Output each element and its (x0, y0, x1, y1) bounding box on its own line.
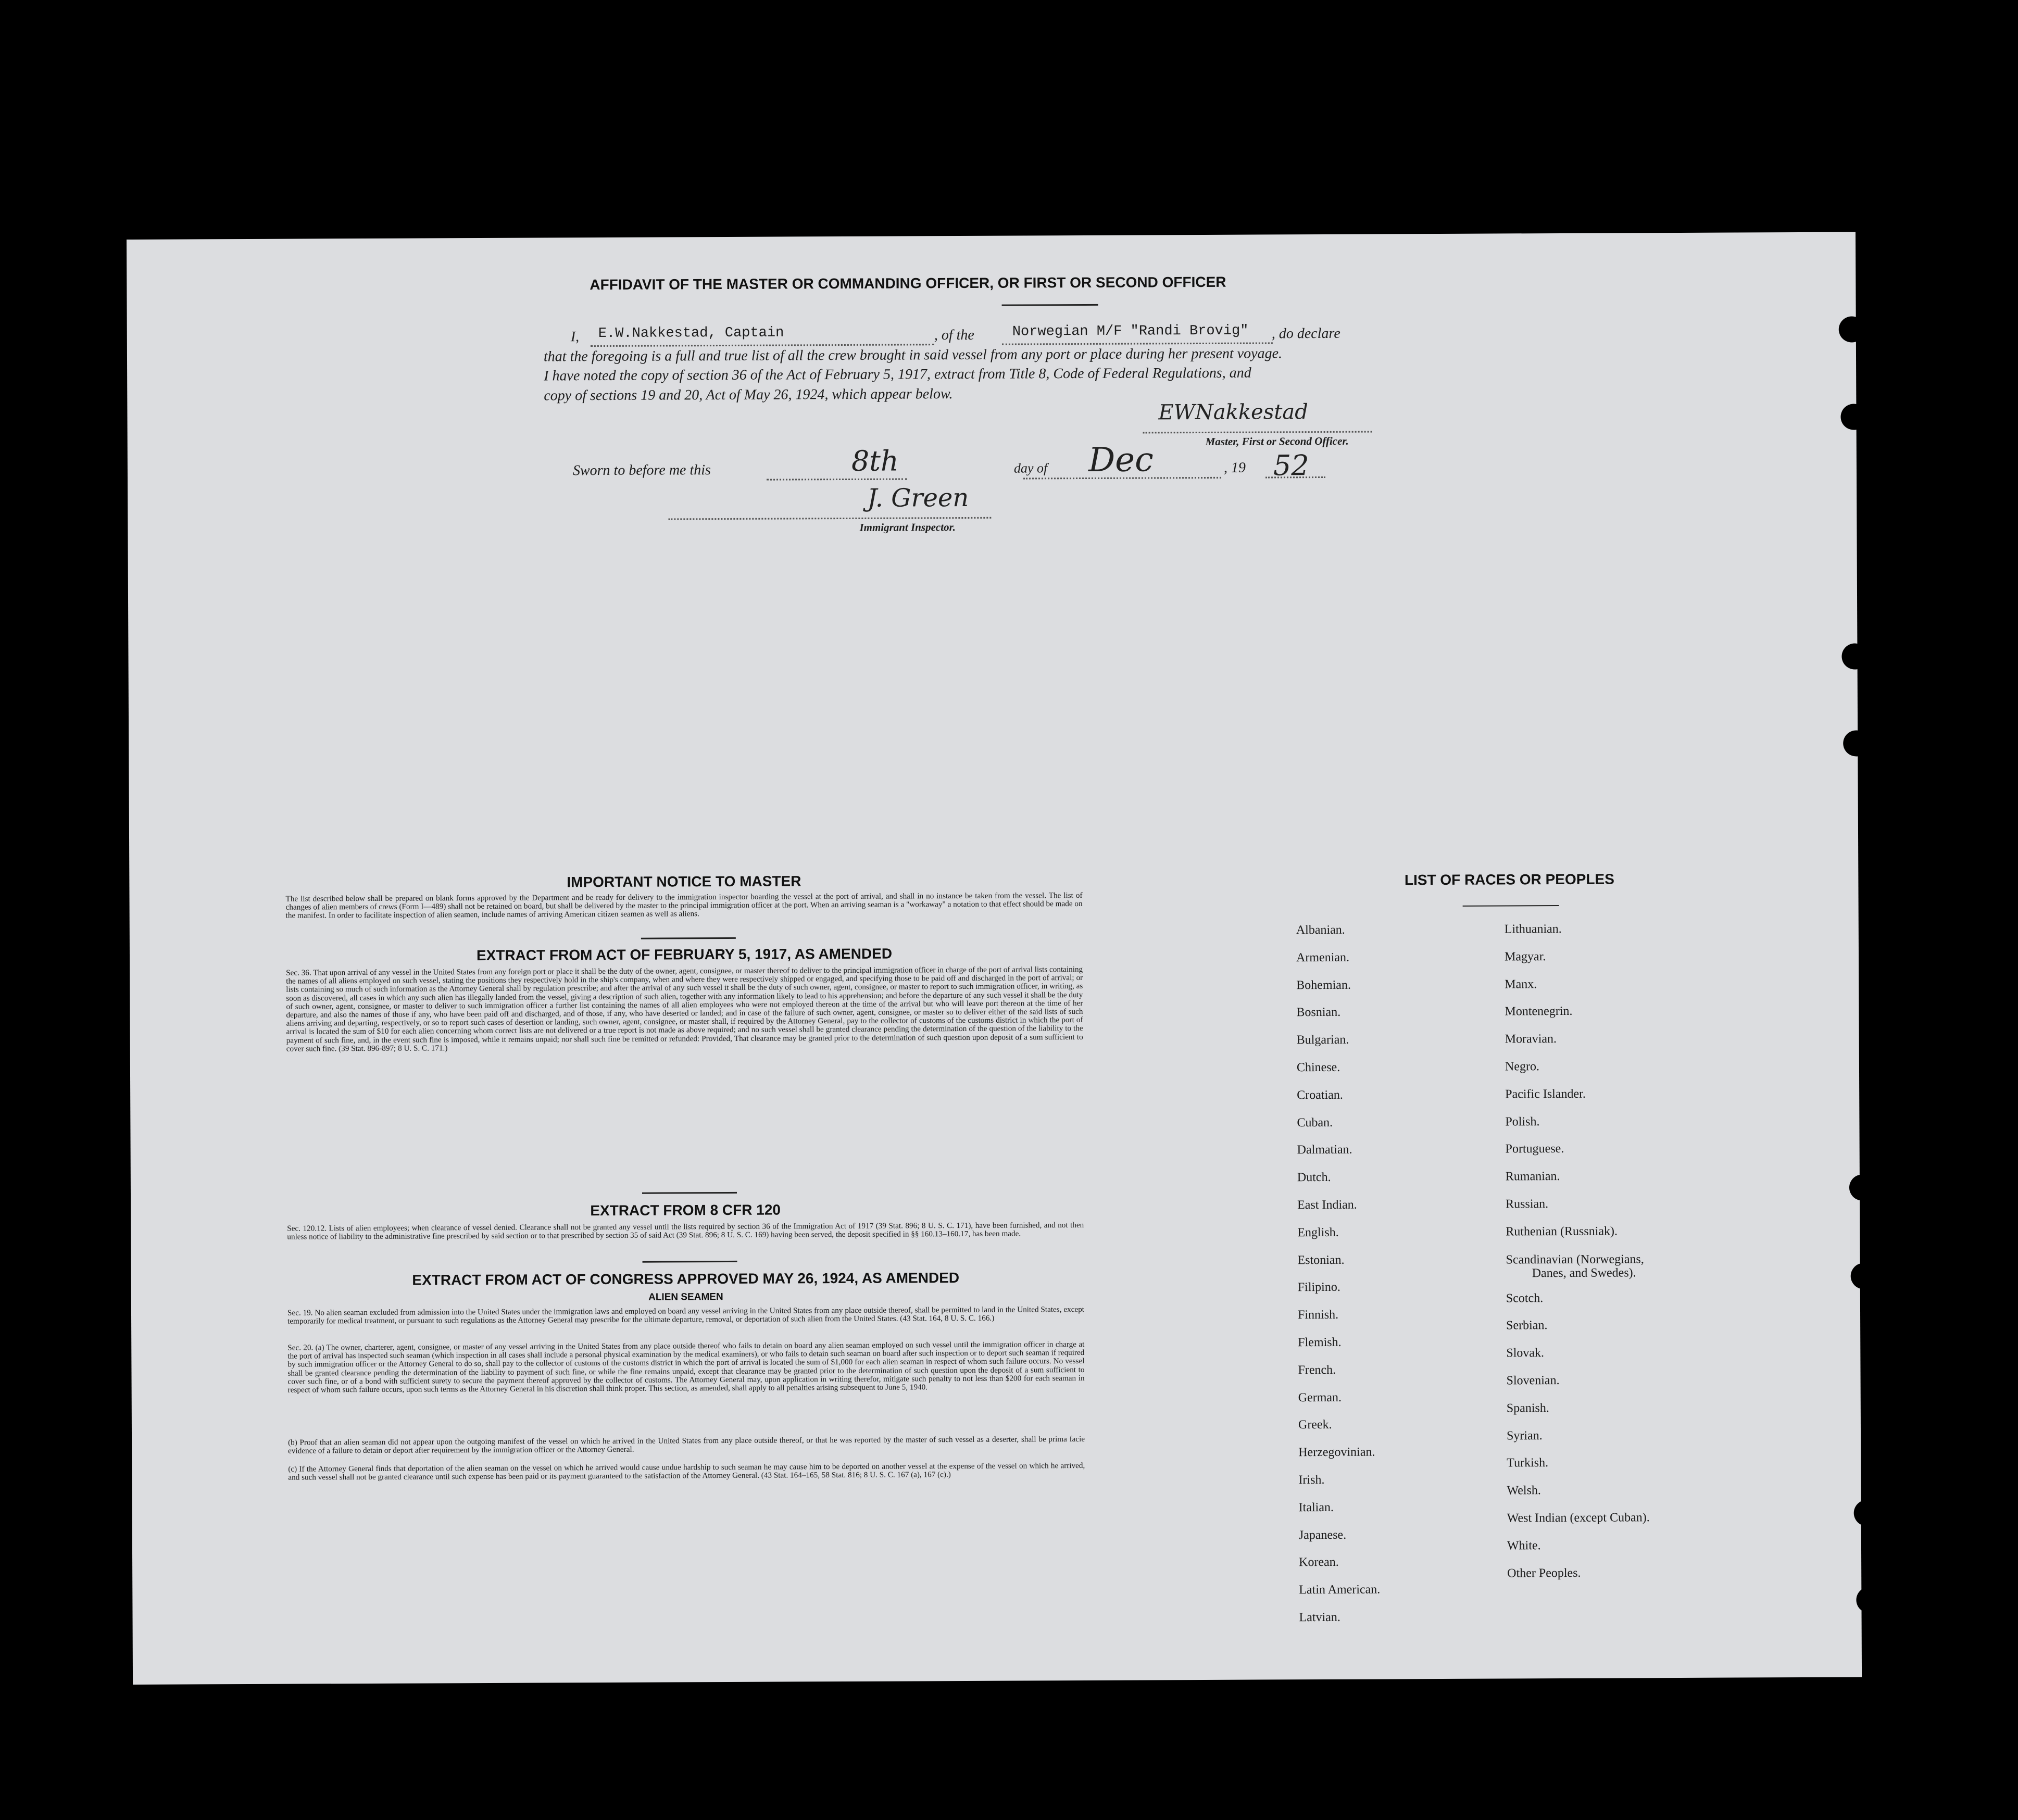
race-item: Greek. (1298, 1418, 1332, 1432)
race-item: Korean. (1299, 1555, 1339, 1570)
punch-hole (1839, 316, 1865, 342)
sworn-day-handwritten: 8th (851, 444, 899, 478)
race-item: Dutch. (1297, 1171, 1331, 1185)
race-item: Bosnian. (1296, 1006, 1341, 1020)
punch-hole (1856, 1587, 1882, 1613)
race-item: German. (1298, 1390, 1342, 1404)
master-name-field: E.W.Nakkestad, Captain (598, 325, 784, 342)
races-title: LIST OF RACES OR PEOPLES (1404, 871, 1614, 888)
race-item: Cuban. (1297, 1115, 1333, 1129)
race-item: Russian. (1506, 1197, 1549, 1211)
punch-hole (1841, 643, 1867, 669)
race-item: Scandinavian (Norwegians, (1506, 1252, 1644, 1267)
sworn-year-line (1265, 476, 1325, 479)
race-item: Ruthenian (Russniak). (1506, 1224, 1618, 1239)
extract-cfr-rule (643, 1261, 737, 1263)
race-item: Moravian. (1505, 1032, 1557, 1046)
extract-1924-title: EXTRACT FROM ACT OF CONGRESS APPROVED MAY 26, 1924, AS AMENDED (412, 1270, 960, 1288)
extract-1924-sec20a: Sec. 20. (a) The owner, charterer, agent, consignee, or master of any vessel arriving in the United States from any place outside thereof who fails to detain on board any alien seaman employed on such vessel until the immigration officer in charge at the port of arrival has inspected such seaman (which inspection in all cases shall include a personal physical examination by the medical examiners), or who fails to detain such seaman on board after such inspection or to deport such seaman if required by such immigration officer or the Attorney General to do so, shall pay to the collector of customs of the customs district in which the port of arrival is located the sum of $1,000 for each alien seaman in respect of whom such failure occurs. No vessel shall be granted clearance pending the determination of the liability to payment of such fine, or while the fine remains unpaid, except that clearance may be granted prior to the determination of such question upon the deposit of a sum sufficient to cover such fine, or of a bond with sufficient surety to secure the payment thereof approved by the collector of customs. The Attorney General may, upon application in writing therefor, mitigate such penalty to not less than $200 for each seaman in respect of whom such failure occurs, upon such terms as the Attorney General in his discretion shall think proper. This section, as amended, shall apply to all penalties arising subsequent to June 5, 1940. (287, 1339, 1085, 1395)
race-item: Bulgarian. (1296, 1033, 1349, 1047)
race-item: Slovak. (1506, 1346, 1545, 1360)
race-item: Finnish. (1297, 1308, 1339, 1322)
notice-body: The list described below shall be prepared on blank forms approved by the Department and be ready for delivery to the immigration inspector boarding the vessel at the port of arrival, and shall in no instance be taken from the vessel. The list of changes of alien members of crews (Form I—489) shall not be retained on board, but shall be delivered by the master to the principal immigration officer at the port. When an arriving seaman is a "workaway" a notation to that effect should be made on the manifest. In order to facilitate inspection of alien seamen, include names of arriving American citizen seamen as well as aliens. (285, 891, 1083, 921)
race-item: Negro. (1505, 1060, 1539, 1074)
race-item: West Indian (except Cuban). (1507, 1511, 1650, 1525)
punch-hole (1854, 1500, 1880, 1526)
race-item: Herzegovinian. (1298, 1445, 1375, 1460)
race-item: Danes, and Swedes). (1532, 1265, 1636, 1280)
race-item: Syrian. (1506, 1428, 1543, 1443)
document-page (127, 232, 1862, 1685)
extract-1917-title: EXTRACT FROM ACT OF FEBRUARY 5, 1917, AS AMENDED (476, 945, 893, 964)
race-item: Latin American. (1299, 1583, 1381, 1597)
race-item: Flemish. (1298, 1335, 1342, 1350)
affidavit-body-line-3: copy of sections 19 and 20, Act of May 26, 1924, which appear below. (544, 386, 953, 404)
race-item: Albanian. (1296, 923, 1345, 937)
race-item: Latvian. (1299, 1610, 1340, 1625)
extract-cfr-body: Sec. 120.12. Lists of alien employees; when clearance of vessel denied. Clearance shall not be granted any vessel until the lists required by section 36 of the Immigration Act of 1917 (39 Stat. 896; 8 U. S. C. 171), have been furnished, and not then unless notice of liability to the administrative fine prescribed by said section or to that prescribed by section 35 of said Act (39 Stat. 896; 8 U. S. C. 169) having been served, the deposit specified in §§ 160.13–160.17, has been made. (287, 1220, 1084, 1241)
extract-1924-sec20b: (b) Proof that an alien seaman did not appear upon the outgoing manifest of the vessel on which he arrived in the United States from any place outside thereof, or that he was reported by the master of such vessel as a deserter, shall be prima facie evidence of a failure to detain or deport after requirement by the immigration officer or the Attorney General. (288, 1434, 1085, 1455)
race-item: Spanish. (1506, 1401, 1549, 1415)
inspector-signature: J. Green (867, 483, 969, 513)
race-item: Italian. (1298, 1500, 1334, 1514)
inspector-signature-line (668, 517, 991, 520)
race-item: Other Peoples. (1507, 1566, 1581, 1580)
extract-1917-rule (642, 1192, 737, 1194)
vessel-name-line (1002, 342, 1273, 345)
races-title-rule (1463, 905, 1559, 907)
race-item: Rumanian. (1505, 1170, 1560, 1184)
race-item: Japanese. (1298, 1528, 1347, 1542)
i-label: I, (570, 329, 580, 345)
race-item: Slovenian. (1506, 1373, 1560, 1388)
race-item: Armenian. (1296, 950, 1350, 965)
inspector-caption: Immigrant Inspector. (859, 521, 956, 534)
race-item: Croatian. (1297, 1088, 1343, 1102)
race-item: Polish. (1505, 1114, 1540, 1129)
punch-hole (1843, 730, 1869, 756)
race-item: French. (1298, 1363, 1336, 1377)
race-item: Welsh. (1507, 1484, 1541, 1498)
sworn-day-line (767, 478, 907, 480)
notice-title: IMPORTANT NOTICE TO MASTER (567, 873, 801, 890)
race-item: Chinese. (1296, 1060, 1340, 1075)
sworn-label: Sworn to before me this (572, 462, 711, 479)
affidavit-body-line-2: I have noted the copy of section 36 of the Act of February 5, 1917, extract from Title 8, Code of Federal Regulations, and (544, 365, 1251, 384)
of-the-label: , of the (934, 327, 974, 344)
master-signature-line (1143, 431, 1372, 434)
notice-rule (641, 937, 736, 939)
vessel-name-field: Norwegian M/F "Randi Brovig" (1012, 323, 1249, 340)
punch-hole (1840, 404, 1866, 430)
extract-cfr-title: EXTRACT FROM 8 CFR 120 (590, 1201, 781, 1219)
race-item: English. (1297, 1225, 1339, 1239)
race-item: Manx. (1505, 977, 1537, 991)
extract-1924-sec20c: (c) If the Attorney General finds that deportation of the alien seaman on the vessel on which he arrived would cause undue hardship to such seaman he may cause him to be deported on another vessel at the expense of the vessel on which he arrived, and such vessel shall not be granted clearance until such expense has been paid or its payment guaranteed to the satisfaction of the Attorney General. (43 Stat. 164–165, 58 Stat. 816; 8 U. S. C. 167 (a), 167 (c).) (288, 1461, 1085, 1482)
sworn-year-handwritten: 52 (1273, 449, 1309, 482)
race-item: Portuguese. (1505, 1142, 1564, 1156)
master-caption: Master, First or Second Officer. (1205, 434, 1349, 448)
races-column-1 (1296, 917, 1381, 1631)
affidavit-title: AFFIDAVIT OF THE MASTER OR COMMANDING OFFICER, OR FIRST OR SECOND OFFICER (590, 273, 1226, 293)
day-of-label: day of (1013, 460, 1048, 476)
extract-1917-body: Sec. 36. That upon arrival of any vessel in the United States from any foreign port or place it shall be the duty of the owner, agent, consignee, or master thereof to deliver to the principal immigration officer in charge of the port of arrival lists containing the names of all aliens employed on such vessel, stating the positions they respectively hold in the ship's company, when and where they were respectively shipped or engaged, and specifying those to be paid off and discharged in the port of arrival; or lists containing so much of such information as the Attorney General shall by regulation prescribe; and after the arrival of any such vessel it shall be the duty of such owner, agent, consignee, or master to report to such immigration officer, in writing, as soon as discovered, all cases in which any such alien has illegally landed from the vessel, giving a description of such alien, together with any information likely to lead to his apprehension; and before the departure of any such vessel it shall be the duty of such owner, agent, consignee, or master to deliver to such immigration officer a further list containing the names of all alien employees who were not employed thereon at the time of the arrival but who will leave port thereon at the time of her departure, and also the names of those if any, who have been paid off and discharged, and of those, if any, who have deserted or landed; and in case of the failure of such owner, agent, consignee, or master so to deliver either of the said lists of such aliens arriving and departing, respectively, or so to report such cases of desertion or landing, such owner, agent, consignee, or master shall, if required by the Attorney General, pay to the collector of customs of the customs district in which the port of arrival is located the sum of $10 for each alien concerning whom correct lists are not delivered or a true report is not made as above required; and no such vessel shall be granted clearance pending the determination of the question of the liability to the payment of such fine, and, in the event such fine is imposed, while it remains unpaid; nor shall such fine be remitted or refunded: Provided, That clearance may be granted prior to the determination of such question upon deposit of a sum sufficient to cover such fine. (39 Stat. 896-897; 8 U. S. C. 171.) (286, 965, 1083, 1053)
races-column-2 (1505, 915, 1650, 1587)
affidavit-body-line-1: that the foregoing is a full and true list of all the crew brought in said vessel from any port or place during her present voyage. (543, 345, 1283, 365)
race-item: Scotch. (1506, 1291, 1544, 1306)
race-item: Bohemian. (1296, 978, 1351, 992)
punch-hole (1851, 1263, 1877, 1289)
race-item: Montenegrin. (1505, 1005, 1573, 1019)
race-item: Dalmatian. (1297, 1143, 1352, 1157)
master-signature: EWNakkestad (1158, 400, 1308, 425)
race-item: White. (1507, 1538, 1541, 1553)
race-item: Filipino. (1297, 1281, 1340, 1295)
race-item: Pacific Islander. (1505, 1087, 1586, 1101)
affidavit-title-rule (1002, 304, 1098, 306)
race-item: Turkish. (1507, 1456, 1549, 1470)
master-name-line (591, 344, 934, 347)
race-item: Lithuanian. (1504, 922, 1562, 936)
do-declare-label: , do declare (1271, 325, 1340, 342)
race-item: Irish. (1298, 1473, 1325, 1487)
race-item: Estonian. (1297, 1253, 1345, 1267)
alien-seamen-subtitle: ALIEN SEAMEN (648, 1291, 723, 1303)
extract-1924-sec19: Sec. 19. No alien seaman excluded from admission into the United States under the immigration laws and employed on board any vessel arriving in the United States from any place outside thereof, shall be permitted to land in the United States, except temporarily for medical treatment, or pursuant to such regulations as the Attorney General may prescribe for the ultimate departure, removal, or deportation of such alien from the United States. (43 Stat. 164, 8 U. S. C. 166.) (287, 1304, 1085, 1326)
race-item: Magyar. (1504, 949, 1546, 964)
sworn-month-handwritten: Dec (1088, 441, 1154, 480)
punch-hole (1849, 1174, 1875, 1200)
race-item: East Indian. (1297, 1198, 1357, 1212)
race-item: Serbian. (1506, 1319, 1548, 1333)
year-prefix: , 19 (1223, 459, 1246, 476)
